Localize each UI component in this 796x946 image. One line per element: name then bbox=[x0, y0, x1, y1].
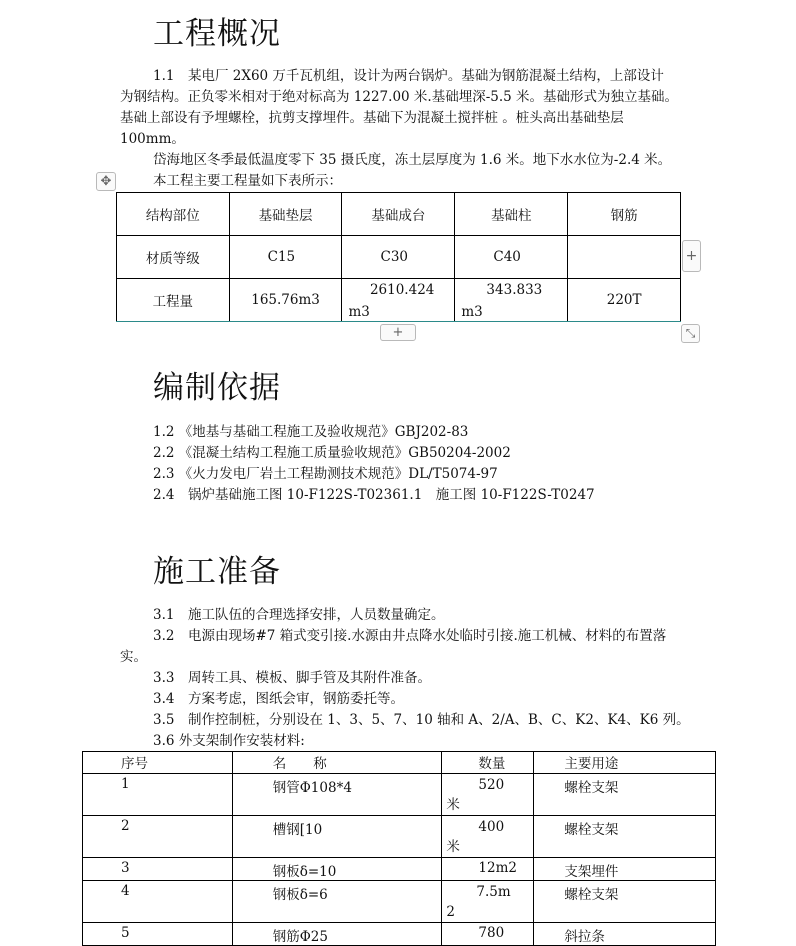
table-row bbox=[83, 816, 716, 858]
prep-item: 3.3 周转工具、模板、脚手管及其附件准备。 bbox=[153, 670, 431, 686]
table-cell[interactable]: 4 bbox=[83, 881, 233, 923]
qty-value: 520 bbox=[478, 777, 505, 793]
table-cell[interactable]: 3 bbox=[83, 858, 233, 881]
table-cell[interactable]: 斜拉条 bbox=[534, 923, 716, 946]
table-cell[interactable]: C40 bbox=[455, 236, 568, 279]
table-cell[interactable]: 螺栓支架 bbox=[534, 881, 716, 923]
table-header-cell[interactable]: 主要用途 bbox=[534, 752, 716, 774]
cell-value-unit: m3 bbox=[461, 304, 483, 320]
table-cell[interactable]: 钢板δ=6 bbox=[232, 881, 442, 923]
table-cell[interactable] bbox=[442, 816, 534, 858]
table-cell[interactable] bbox=[568, 236, 681, 279]
table-header-cell[interactable]: 钢筋 bbox=[568, 193, 681, 236]
table-cell[interactable] bbox=[455, 279, 568, 322]
table-cell[interactable]: C15 bbox=[229, 236, 342, 279]
add-row-button[interactable]: + bbox=[380, 324, 416, 341]
table-move-handle-icon[interactable]: ✥ bbox=[96, 172, 116, 191]
prep-item: 3.5 制作控制桩，分别设在 1、3、5、7、10 轴和 A、2/A、B、C、K2、K4、K6 列。 bbox=[153, 712, 690, 728]
basis-item: 2.2 《混凝土结构工程施工质量验收规范》GB50204-2002 bbox=[153, 445, 511, 461]
table-cell[interactable] bbox=[442, 881, 534, 923]
quantity-table-grade-row bbox=[117, 236, 681, 279]
table-cell[interactable]: 工程量 bbox=[117, 279, 230, 322]
prep-item: 3.1 施工队伍的合理选择安排，人员数量确定。 bbox=[153, 607, 445, 623]
paragraph-1-line-1: 1.1 某电厂 2X60 万千瓦机组，设计为两台锅炉。基础为钢筋混凝土结构，上部设计 bbox=[153, 68, 664, 84]
paragraph-1-line-4: 100mm。 bbox=[120, 131, 185, 147]
table-selection-border bbox=[116, 321, 681, 322]
table-cell[interactable]: 220T bbox=[568, 279, 681, 322]
table-header-cell[interactable]: 基础成台 bbox=[342, 193, 455, 236]
materials-table bbox=[82, 751, 716, 946]
table-header-cell[interactable]: 基础柱 bbox=[455, 193, 568, 236]
basis-item: 2.3 《火力发电厂岩土工程勘测技术规范》DL/T5074-97 bbox=[153, 466, 498, 482]
paragraph-1-line-2: 为钢结构。正负零米相对于绝对标高为 1227.00 米.基础埋深-5.5 米。基础形式为独立基础。 bbox=[120, 89, 679, 105]
table-cell[interactable] bbox=[442, 774, 534, 816]
table-cell[interactable]: 165.76m3 bbox=[229, 279, 342, 322]
add-column-button[interactable]: + bbox=[682, 240, 701, 272]
section-title-preparation: 施工准备 bbox=[153, 554, 281, 590]
table-cell[interactable]: 1 bbox=[83, 774, 233, 816]
qty-value: 7.5m bbox=[476, 884, 511, 900]
table-row bbox=[83, 774, 716, 816]
qty-unit: 米 bbox=[446, 797, 460, 813]
paragraph-2: 岱海地区冬季最低温度零下 35 摄氏度，冻土层厚度为 1.6 米。地下水水位为-2.4 米。 bbox=[153, 152, 672, 168]
basis-item: 1.2 《地基与基础工程施工及验收规范》GBJ202-83 bbox=[153, 424, 469, 440]
table-cell[interactable]: 780 bbox=[442, 923, 534, 946]
qty-unit: 米 bbox=[446, 839, 460, 855]
paragraph-3: 本工程主要工程量如下表所示： bbox=[153, 173, 342, 189]
basis-item: 2.4 锅炉基础施工图 10-F122S-T02361.1 施工图 10-F122S-T0247 bbox=[153, 487, 595, 503]
section-title-basis: 编制依据 bbox=[153, 370, 281, 406]
table-cell[interactable]: 材质等级 bbox=[117, 236, 230, 279]
table-cell[interactable] bbox=[342, 279, 455, 322]
quantity-table bbox=[116, 192, 681, 322]
cell-value-unit: m3 bbox=[348, 304, 370, 320]
prep-item-continuation: 实。 bbox=[120, 649, 147, 665]
table-cell[interactable]: 钢筋Φ25 bbox=[232, 923, 442, 946]
prep-item: 3.2 电源由现场#7 箱式变引接.水源由井点降水处临时引接.施工机械、材料的布置落 bbox=[153, 628, 667, 644]
table-header-cell[interactable]: 基础垫层 bbox=[229, 193, 342, 236]
cell-value-top: 343.833 bbox=[486, 282, 543, 298]
table-cell[interactable]: 钢板δ=10 bbox=[232, 858, 442, 881]
table-header-cell[interactable]: 序号 bbox=[83, 752, 233, 774]
table-header-cell[interactable]: 结构部位 bbox=[117, 193, 230, 236]
table-cell[interactable]: 5 bbox=[83, 923, 233, 946]
quantity-table-header-row bbox=[117, 193, 681, 236]
table-resize-handle-icon[interactable]: ⤡ bbox=[681, 324, 700, 343]
table-cell[interactable]: 支架埋件 bbox=[534, 858, 716, 881]
table-cell[interactable]: 12m2 bbox=[442, 858, 534, 881]
qty-unit: 2 bbox=[446, 904, 455, 920]
table-cell[interactable]: 钢管Φ108*4 bbox=[232, 774, 442, 816]
table-header-cell[interactable]: 数量 bbox=[442, 752, 534, 774]
prep-item: 3.4 方案考虑，图纸会审，钢筋委托等。 bbox=[153, 691, 404, 707]
prep-item: 3.6 外支架制作安装材料: bbox=[153, 733, 305, 749]
table-cell[interactable]: C30 bbox=[342, 236, 455, 279]
qty-value: 400 bbox=[478, 819, 505, 835]
table-row bbox=[83, 881, 716, 923]
table-cell[interactable]: 2 bbox=[83, 816, 233, 858]
table-header-cell[interactable]: 名 称 bbox=[232, 752, 442, 774]
table-row bbox=[83, 923, 716, 946]
quantity-table-qty-row bbox=[117, 279, 681, 322]
table-cell[interactable]: 螺栓支架 bbox=[534, 774, 716, 816]
table-cell[interactable]: 槽钢[10 bbox=[232, 816, 442, 858]
section-title-overview: 工程概况 bbox=[153, 16, 281, 52]
materials-table-header-row bbox=[83, 752, 716, 774]
table-cell[interactable]: 螺栓支架 bbox=[534, 816, 716, 858]
table-row bbox=[83, 858, 716, 881]
paragraph-1-line-3: 基础上部设有予埋螺栓，抗剪支撑埋件。基础下为混凝土搅拌桩 。桩头高出基础垫层 bbox=[120, 110, 624, 126]
cell-value-top: 2610.424 bbox=[369, 282, 435, 298]
